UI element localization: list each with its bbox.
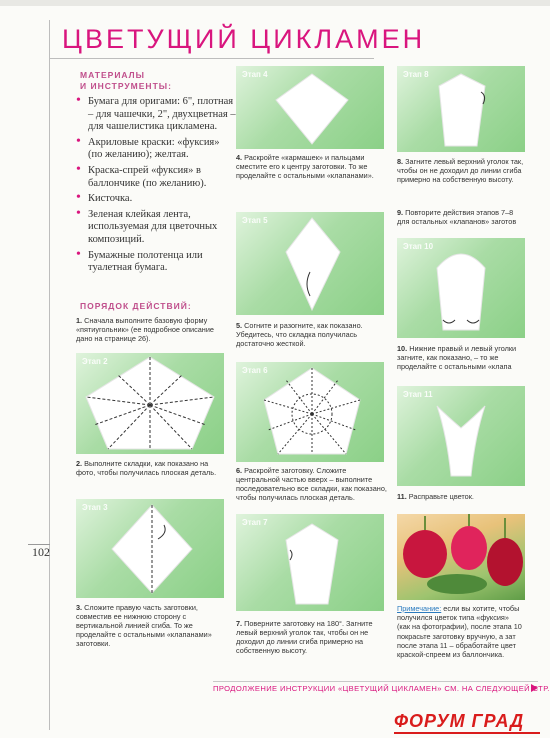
stage-label: Этап 8	[403, 70, 429, 79]
opened-pentagon-diagram	[236, 362, 384, 462]
step-text: Поверните заготовку на 180°. Загните левый верхний уголок так, чтобы он не доходил до линии сгиба примерно на собственную высоту.	[236, 619, 373, 655]
stage-label: Этап 11	[403, 390, 433, 399]
step-8-photo	[397, 66, 525, 152]
materials-item: • Бумага для оригами: 6", плотная – для чашечки, 2", двухцветная – для чашелистика цикламена.	[76, 96, 236, 134]
page-number: 102	[32, 545, 50, 559]
step-number: 6.	[236, 466, 243, 475]
step-11-photo	[397, 386, 525, 486]
stage-label: Этап 6	[242, 366, 268, 375]
footer-rule	[213, 681, 538, 682]
step-text: Сложите правую часть заготовки, совместив ее нижнюю сторону с вертикальной линией сгиба. То же проделайте с остальными «клапанами» заготовки.	[76, 603, 212, 648]
note-label: Примечание:	[397, 604, 442, 613]
materials-item: • Акриловые краски: «фуксия» (по желанию); желтая.	[76, 137, 236, 162]
materials-item: • Краска-спрей «фуксия» в баллончике (по желанию).	[76, 165, 236, 190]
step-number: 1.	[76, 316, 83, 325]
step-3-photo	[76, 499, 224, 598]
diamond-diagram	[236, 66, 384, 149]
page-top-edge	[0, 0, 550, 6]
step-number: 8.	[397, 157, 404, 166]
step-10-photo	[397, 238, 525, 338]
step-number: 2.	[76, 459, 83, 468]
step-8-caption	[397, 157, 525, 184]
step-11-caption	[397, 492, 525, 501]
step-number: 9.	[397, 208, 404, 217]
step-6-photo	[236, 362, 384, 462]
pentagon-folds-diagram	[76, 353, 224, 454]
step-text: Раскройте «кармашек» и пальцами сместите его к центру заготовки. То же проделайте с остальными «клапанами».	[236, 153, 374, 180]
step-7-photo	[236, 514, 384, 611]
materials-item: • Бумажные полотенца или туалетная бумага.	[76, 250, 236, 275]
step-7-caption	[236, 619, 388, 655]
step-4-caption	[236, 153, 386, 180]
step-9-caption	[397, 208, 525, 226]
step-text: Согните и разогните, как показано. Убедитесь, что складка получилась достаточно жесткой.	[236, 321, 363, 348]
step-text: Раскройте заготовку. Сложите центральной частью вверх – выполните последовательно все складки, как показано, чтобы получилась плоская деталь.	[236, 466, 387, 502]
step-text: Повторите действия этапов 7–8 для остальных «клапанов» заготов	[397, 208, 517, 226]
procedure-heading: ПОРЯДОК ДЕЙСТВИЙ:	[80, 301, 192, 311]
cyclamen-flowers-image	[397, 514, 525, 600]
step-number: 11.	[397, 492, 407, 501]
step-number: 3.	[76, 603, 83, 612]
step-6-caption	[236, 466, 388, 502]
page-title: ЦВЕТУЩИЙ ЦИКЛАМЕН	[62, 24, 426, 54]
stage-label: Этап 2	[82, 357, 108, 366]
left-margin-rule	[49, 40, 50, 730]
cup-shape-diagram	[236, 514, 384, 611]
note-block	[397, 604, 522, 659]
materials-heading	[80, 70, 172, 92]
step-number: 4.	[236, 153, 243, 162]
step-4-photo	[236, 66, 384, 149]
step-5-caption	[236, 321, 386, 348]
step-number: 7.	[236, 619, 243, 628]
step-2-caption	[76, 459, 224, 477]
materials-list	[76, 96, 236, 278]
step-text: Нижние правый и левый уголки загните, как показано, – то же проделайте с остальными «клапа	[397, 344, 517, 371]
step-3-caption	[76, 603, 226, 648]
tulip-shape-diagram	[397, 238, 525, 338]
logo-underline	[394, 732, 540, 734]
materials-heading-line2: И ИНСТРУМЕНТЫ:	[80, 81, 172, 91]
materials-heading-line1: МАТЕРИАЛЫ	[80, 70, 145, 80]
opened-flower-diagram	[397, 386, 525, 486]
step-1-caption	[76, 316, 226, 343]
step-5-photo	[236, 212, 384, 315]
forum-logo: ФОРУМ ГРАД	[394, 711, 525, 731]
stage-label: Этап 5	[242, 216, 268, 225]
step-2-photo	[76, 353, 224, 454]
stage-label: Этап 4	[242, 70, 268, 79]
step-text: Загните левый верхний уголок так, чтобы он не доходил до линии сгиба примерно на собственную высоту.	[397, 157, 524, 184]
final-cyclamen-photo	[397, 514, 525, 600]
step-text: Расправьте цветок.	[408, 492, 474, 501]
cup-fold-diagram	[397, 66, 525, 152]
stage-label: Этап 3	[82, 503, 108, 512]
note-text: если вы хотите, чтобы получился цветок типа «фуксия» (как на фотографии), после этапа 10 покрасьте заготовку вручную, а зат после этапа 11 – обработайте цвет краской-спреем из баллончика.	[397, 604, 522, 660]
step-text: Сначала выполните базовую форму «пятиугольник» (ее подробное описание дано на странице 26).	[76, 316, 214, 343]
stage-label: Этап 7	[242, 518, 268, 527]
narrow-kite-diagram	[236, 212, 384, 315]
kite-fold-diagram	[76, 499, 224, 598]
arrow-right-icon	[531, 684, 538, 692]
step-number: 10.	[397, 344, 408, 353]
step-number: 5.	[236, 321, 243, 330]
materials-item: • Зеленая клейкая лента, используемая для цветочных композиций.	[76, 209, 236, 247]
step-10-caption	[397, 344, 525, 371]
stage-label: Этап 10	[403, 242, 434, 251]
materials-item: • Кисточка.	[76, 193, 236, 206]
footer-continuation: ПРОДОЛЖЕНИЕ ИНСТРУКЦИИ «ЦВЕТУЩИЙ ЦИКЛАМЕН» СМ. НА СЛЕДУЮЩЕЙ СТР.	[213, 684, 550, 693]
step-text: Выполните складки, как показано на фото, чтобы получилась плоская деталь.	[76, 459, 217, 477]
